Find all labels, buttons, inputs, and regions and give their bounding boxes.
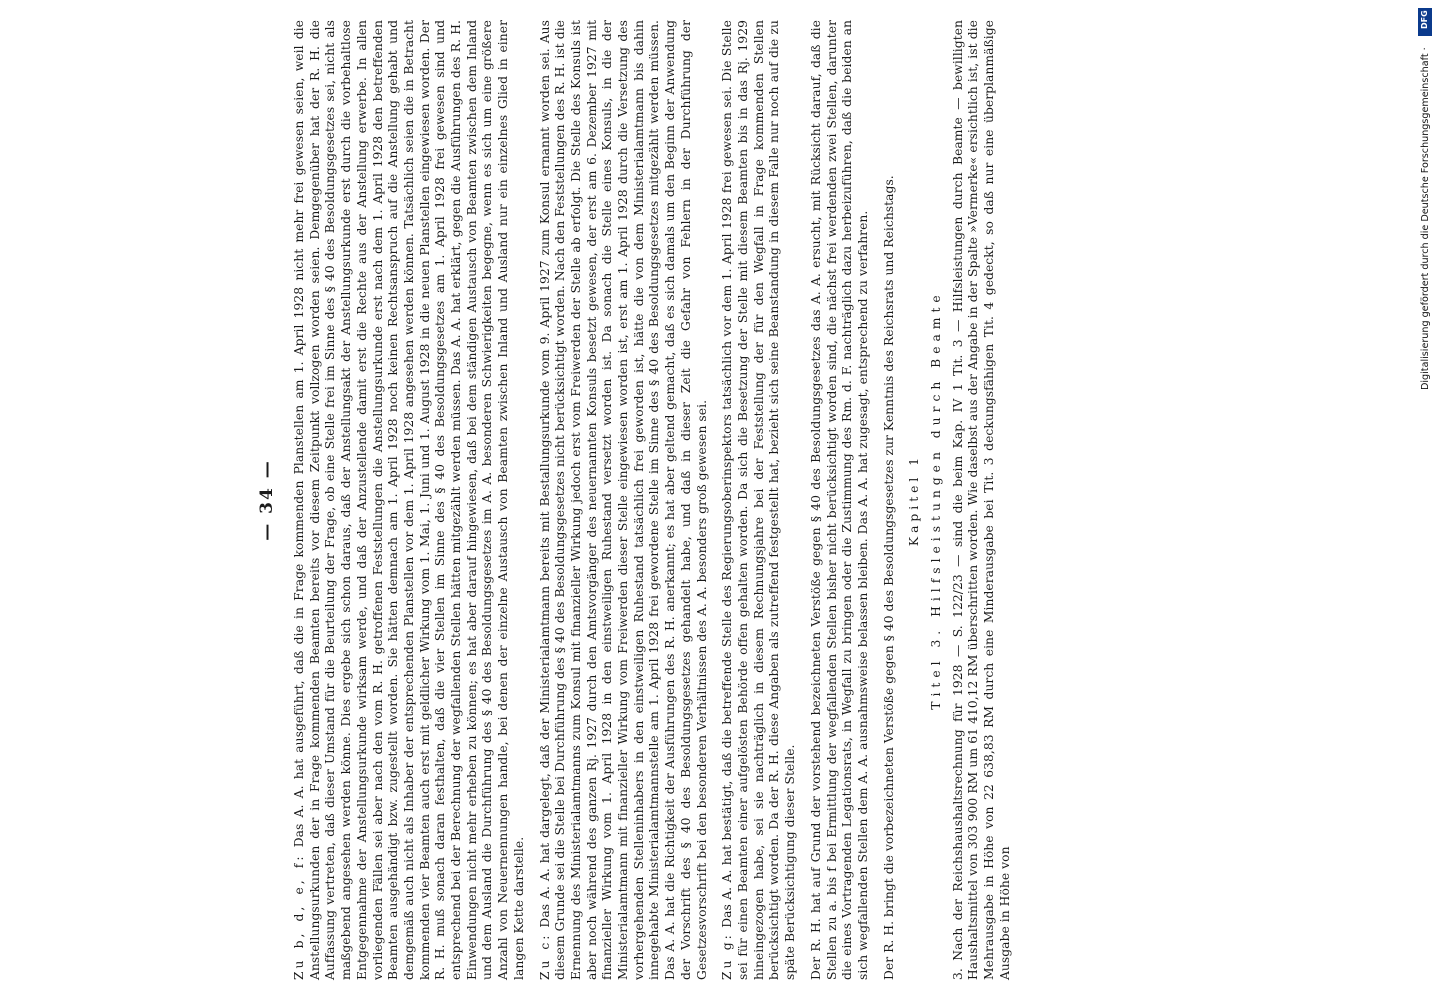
dfg-credit-strip bbox=[1409, 10, 1429, 990]
dfg-credit-text: Digitalisierung gefördert durch die Deutsche Forschungsgemeinschaft · bbox=[1420, 47, 1431, 390]
paragraph-text: Der R. H. hat auf Grund der vorstehend bezeichneten Verstöße gegen § 40 des Besoldungsgesetzes das A. A. ersucht, mit Rücksicht darauf, daß die Stellen zu a. bis f bei Ermittlung der wegfallenden Stellen bisher nicht berücksichtigt worden sind, die nächst frei werdenden zwei Stellen, darunter die eines Vortragenden Legationsrats, in Wegfall zu bringen oder die Zustimmung des Rm. d. F. nachträglich dazu herbeizuführen, daß die beiden an sich wegfallenden Stellen dem A. A. ausnahmsweise belassen bleiben. Das A. A. hat zugesagt, entsprechend zu verfahren. bbox=[808, 20, 870, 980]
dfg-logo-text: DFG bbox=[1420, 10, 1429, 29]
paragraph-lead: Zu g: bbox=[720, 932, 735, 980]
paragraph-zu-b-d-e-f bbox=[292, 20, 528, 980]
paragraph-text: Das A. A. hat ausgeführt, daß die in Frage kommenden Planstellen am 1. April 1928 nicht mehr frei gewesen seien, weil die Anstellungsurkunden der in Frage kommenden Beamten bereits vor diesem Zeitpunkt vollzogen worden seien. Demgegenüber hat der R. H. die Auffassung vertreten, daß dieser Umstand für die Beurteilung der Frage, ob eine Stelle frei im Sinne des § 40 des Besoldungsgesetzes sei, nicht als maßgebend angesehen werden könne. Dies ergebe sich schon daraus, daß der Anstellungsakt der Anstellungsurkunde erst durch die vorbehaltlose Entgegennahme der Anstellungsurkunde wirksam werde, und daß der Anzustellende damit erst die Rechte aus der Anstellung erwerbe. In allen vorliegenden Fällen sei aber nach den vom R. H. getroffenen Feststellungen die Anstellungsurkunde erst nach dem 1. April 1928 den betreffenden Beamten ausgehändigt bzw. zugestellt worden. Sie hätten demnach am 1. April 1928 noch keinen Rechtsanspruch auf die Anstellung gehabt und demgemäß auch nicht als Inhaber der entsprechenden Planstellen vor dem 1. April 1928 angesehen werden können. Tatsächlich seien die in Betracht kommenden vier Beamten auch erst mit geldlicher Wirkung vom 1. Mai, 1. Juni und 1. August 1928 in die neuen Planstellen eingewiesen worden. Der R. H. muß sonach daran festhalten, daß die vier Stellen im Sinne des § 40 des Besoldungsgesetzes am 1. April 1928 frei gewesen sind und entsprechend bei der Berechnung der wegfallenden Stellen hätten mitgezählt werden müssen. Das A. A. hat erklärt, gegen die Ausführungen des R. H. Einwendungen nicht mehr erheben zu können; es hat aber darauf hingewiesen, daß bei dem ständigen Austausch von Beamten zwischen dem Inland und dem Ausland die Durchführung des § 40 des Besoldungsgesetzes im A. A. besonderen Schwierigkeiten begegne, wenn es sich um eine größere Anzahl von Neuernennungen handle, bei denen der einzelne Austausch von Beamten zwischen Inland und Ausland nur ein einzelnes Glied in einer langen Kette darstelle. bbox=[292, 20, 526, 980]
paragraph-text: Der R. H. bringt die vorbezeichneten Verstöße gegen § 40 des Besoldungsgesetzes zur Kenntnis des Reichsrats und Reichstags. bbox=[881, 175, 896, 980]
paragraph-lead: Zu c: bbox=[537, 932, 552, 980]
rotated-page-content bbox=[257, 0, 1012, 1000]
dfg-logo-icon bbox=[1418, 8, 1432, 36]
page-number: — 34 — bbox=[257, 459, 277, 541]
chapter-heading: Kapitel 1 bbox=[907, 453, 922, 547]
page-text-block bbox=[257, 0, 1012, 1000]
paragraph-rh-notice bbox=[882, 20, 898, 980]
paragraph-final: 3. Nach der Reichshaushaltsrechnung für 1928 — S. 122/23 — sind die beim Kap. IV 1 Tit. 3 — Hilfsleistungen durch Beamte — bewilligten Haushaltsmittel von 303 900 RM um 61 410,12 RM überschritten worden. Wie daselbst aus der Angabe in der Spalte »Vermerke« ersichtlich ist, ist die Mehrausgabe in Höhe von 22 638,83 RM durch eine Minderausgabe bei Tit. 3 deckungsfähigen Tit. 4 gedeckt, so daß nur eine überplanmäßige Ausgabe in Höhe von bbox=[950, 20, 1012, 980]
paragraph-text: Das A. A. hat dargelegt, daß der Ministerialamtmann bereits mit Bestallungsurkunde vom 9. April 1927 zum Konsul ernannt worden sei. Aus diesem Grunde sei die Stelle bei Durchführung des § 40 des Besoldungsgesetzes nicht berücksichtigt worden. Nach den Feststellungen des R. H. ist die Ernennung des Ministerialamtmanns zum Konsul mit finanzieller Wirkung jedoch erst vom Freiwerden der Stelle ab erfolgt. Die Stelle des Konsuls ist aber noch während des ganzen Rj. 1927 durch den Amtsvorgänger des neuernannten Konsuls besetzt gewesen, der erst am 6. Dezember 1927 mit finanzieller Wirkung vom 1. April 1928 in den einstweiligen Ruhestand versetzt worden ist. Da sonach die Stelle eines Konsuls, in die der Ministerialamtmann mit finanzieller Wirkung vom Freiwerden dieser Stelle eingewiesen worden ist, erst am 1. April 1928 durch die Versetzung des vorhergehenden Stelleninhabers in den einstweiligen Ruhestand tatsächlich frei geworden ist, hätte die von dem Ministerialamtmann bis dahin innegehabte Ministerialamtmannstelle am 1. April 1928 frei gewordene Stelle im Sinne des § 40 des Besoldungsgesetzes mitgezählt werden müssen. Das A. A. hat die Richtigkeit der Ausführungen des R. H. anerkannt; es hat aber geltend gemacht, daß es sich damals um den Beginn der Anwendung der Vorschrift des § 40 des Besoldungsgesetzes gehandelt habe, und daß in dieser Zeit die Gefahr von Fehlern in der Durchführung der Gesetzesvorschrift bei den besonderen Verhältnissen des A. A. besonders groß gewesen sei. bbox=[537, 20, 709, 980]
title-heading: Titel 3. Hilfsleistungen durch Beamte bbox=[929, 290, 944, 710]
paragraph-zu-g bbox=[720, 20, 799, 980]
paragraph-text: Das A. A. hat bestätigt, daß die betreffende Stelle des Regierungsoberinspektors tatsächlich vor dem 1. April 1928 frei gewesen sei. Die Stelle sei für einen Beamten einer aufgelösten Behörde offen gehalten worden. Da sich die Besetzung der Stelle mit diesem Beamten bis in das Rj. 1929 hineingezogen habe, sei sie nachträglich in diesem Rechnungsjahre bei der Feststellung der für den Wegfall in Frage kommenden Stellen berücksichtigt worden. Da der R. H. diese Angaben als zutreffend festgestellt hat, bezieht sich seine Beanstandung in diesem Falle nur noch auf die zu späte Berücksichtigung dieser Stelle. bbox=[720, 20, 798, 980]
paragraph-rh-request bbox=[809, 20, 872, 980]
paragraph-lead: Zu b, d, e, f: bbox=[292, 853, 306, 980]
paragraph-zu-c bbox=[538, 20, 711, 980]
